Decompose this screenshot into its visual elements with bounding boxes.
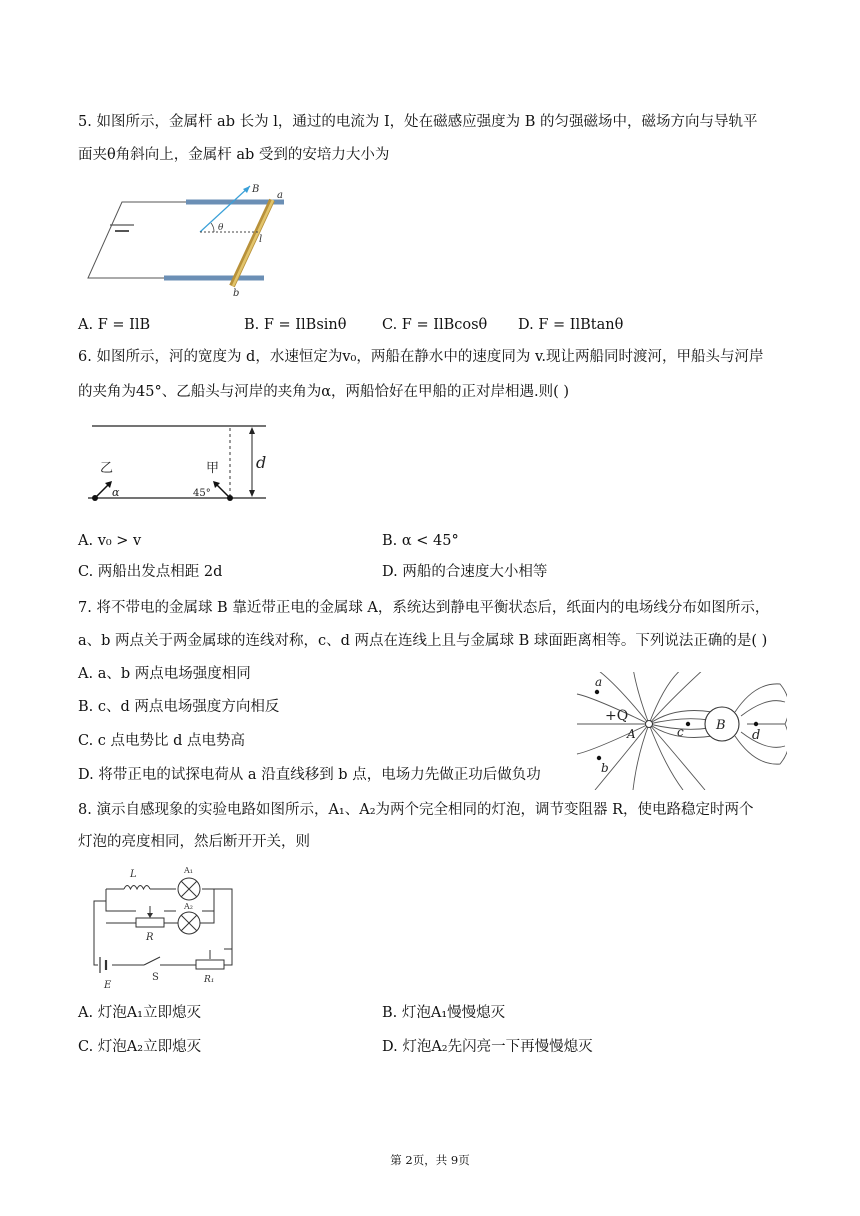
q5-circuit-wire [88, 202, 186, 278]
q7-point-a [595, 690, 599, 694]
q7-point-d [754, 722, 758, 726]
q5-option-a[interactable]: A. F = IlB [78, 317, 151, 333]
q6-stem-line2: 的夹角为45°、乙船头与河岸的夹角为α，两船恰好在甲船的正对岸相遇.则( ) [78, 384, 570, 400]
q5-label-theta: θ [218, 223, 224, 233]
q8-label-R1: R₁ [204, 975, 215, 985]
q8-option-c[interactable]: C. 灯泡A₂立即熄灭 [78, 1039, 202, 1055]
q7-option-b[interactable]: B. c、d 两点电场强度方向相反 [78, 699, 280, 715]
q6-label-jia: 甲 [206, 461, 220, 476]
q6-river-figure [86, 418, 272, 510]
page-footer: 第 2页，共 9页 [390, 1153, 470, 1167]
q7-label-A: A [627, 727, 636, 741]
q7-stem-line1: 7. 将不带电的金属球 B 靠近带正电的金属球 A，系统达到静电平衡状态后，纸面内的电场线分布如图所示， [78, 600, 770, 616]
q7-option-d[interactable]: D. 将带正电的试探电荷从 a 沿直线移到 b 点，电场力先做正功后做负功 [78, 767, 541, 783]
q8-label-L: L [130, 869, 137, 880]
q5-label-B: B [252, 184, 260, 195]
q7-label-b: b [601, 761, 609, 775]
q8-stem-line1: 8. 演示自感现象的实验电路如图所示，A₁、A₂为两个完全相同的灯泡，调节变阻器 R，使电路稳定时两个 [78, 802, 754, 818]
q6-option-d[interactable]: D. 两船的合速度大小相等 [382, 564, 548, 580]
q5-stem-line1: 5. 如图所示，金属杆 ab 长为 l，通过的电流为 I，处在磁感应强度为 B 的匀强磁场中，磁场方向与导轨平 [78, 114, 758, 130]
q6-stem-line1: 6. 如图所示，河的宽度为 d，水速恒定为v₀，两船在静水中的速度同为 v.现让两船同时渡河，甲船头与河岸 [78, 349, 764, 365]
q5-theta-arc [211, 223, 214, 232]
q6-option-b[interactable]: B. α < 45° [382, 533, 459, 549]
q6-label-d: d [256, 453, 267, 472]
q6-width-arrow-top [249, 427, 255, 434]
q7-field-line-figure [575, 672, 787, 790]
q6-option-c[interactable]: C. 两船出发点相距 2d [78, 564, 223, 580]
q8-label-A2: A₂ [184, 902, 193, 911]
q7-point-b [597, 756, 601, 760]
q6-label-alpha: α [112, 486, 120, 499]
q7-sphere-A [646, 721, 653, 728]
q7-stem-line2: a、b 两点关于两金属球的连线对称，c、d 两点在连线上且与金属球 B 球面距离相等。下列说法正确的是( ) [78, 633, 768, 649]
q6-option-a[interactable]: A. v₀ > v [78, 533, 142, 549]
q8-label-S: S [152, 972, 159, 983]
q7-point-c [686, 722, 690, 726]
q7-option-a[interactable]: A. a、b 两点电场强度相同 [78, 666, 251, 682]
q5-field-line [200, 186, 250, 232]
q8-option-b[interactable]: B. 灯泡A₁慢慢熄灭 [382, 1005, 506, 1021]
q5-label-b: b [233, 288, 240, 298]
q7-label-c: c [677, 725, 684, 739]
q6-width-arrow-bottom [249, 490, 255, 497]
q8-stem-line2: 灯泡的亮度相同，然后断开开关，则 [78, 834, 310, 850]
q5-metal-rod-highlight [233, 200, 273, 286]
q7-option-c[interactable]: C. c 点电势比 d 点电势高 [78, 733, 246, 749]
q5-stem-line2: 面夹θ角斜向上，金属杆 ab 受到的安培力大小为 [78, 147, 390, 163]
q8-circuit-figure [84, 858, 246, 992]
q5-label-l: l [259, 234, 263, 245]
q5-option-b[interactable]: B. F = IlBsinθ [244, 317, 347, 333]
q8-option-d[interactable]: D. 灯泡A₂先闪亮一下再慢慢熄灭 [382, 1039, 593, 1055]
q7-label-Q: +Q [605, 708, 629, 724]
q7-label-a: a [595, 675, 603, 689]
q8-label-R: R [146, 932, 154, 943]
q7-label-B: B [716, 718, 726, 733]
q5-option-c[interactable]: C. F = IlBcosθ [382, 317, 488, 333]
q8-rheostat-R [136, 918, 164, 927]
q8-A2-right-lead [200, 911, 214, 923]
q8-switch [144, 957, 160, 965]
q8-rheostat-R1 [196, 960, 224, 969]
q5-option-d[interactable]: D. F = IlBtanθ [518, 317, 624, 333]
q6-label-45: 45° [193, 488, 211, 499]
q8-label-A1: A₁ [184, 866, 193, 875]
q5-rail-figure [86, 180, 296, 298]
q8-inductor-coil [124, 886, 150, 890]
q6-label-yi: 乙 [100, 461, 114, 476]
q8-label-E: E [104, 980, 112, 991]
q8-R-slider-head [147, 913, 153, 918]
q5-label-a: a [277, 190, 283, 201]
q8-option-a[interactable]: A. 灯泡A₁立即熄灭 [78, 1005, 201, 1021]
q7-label-d: d [752, 728, 761, 743]
